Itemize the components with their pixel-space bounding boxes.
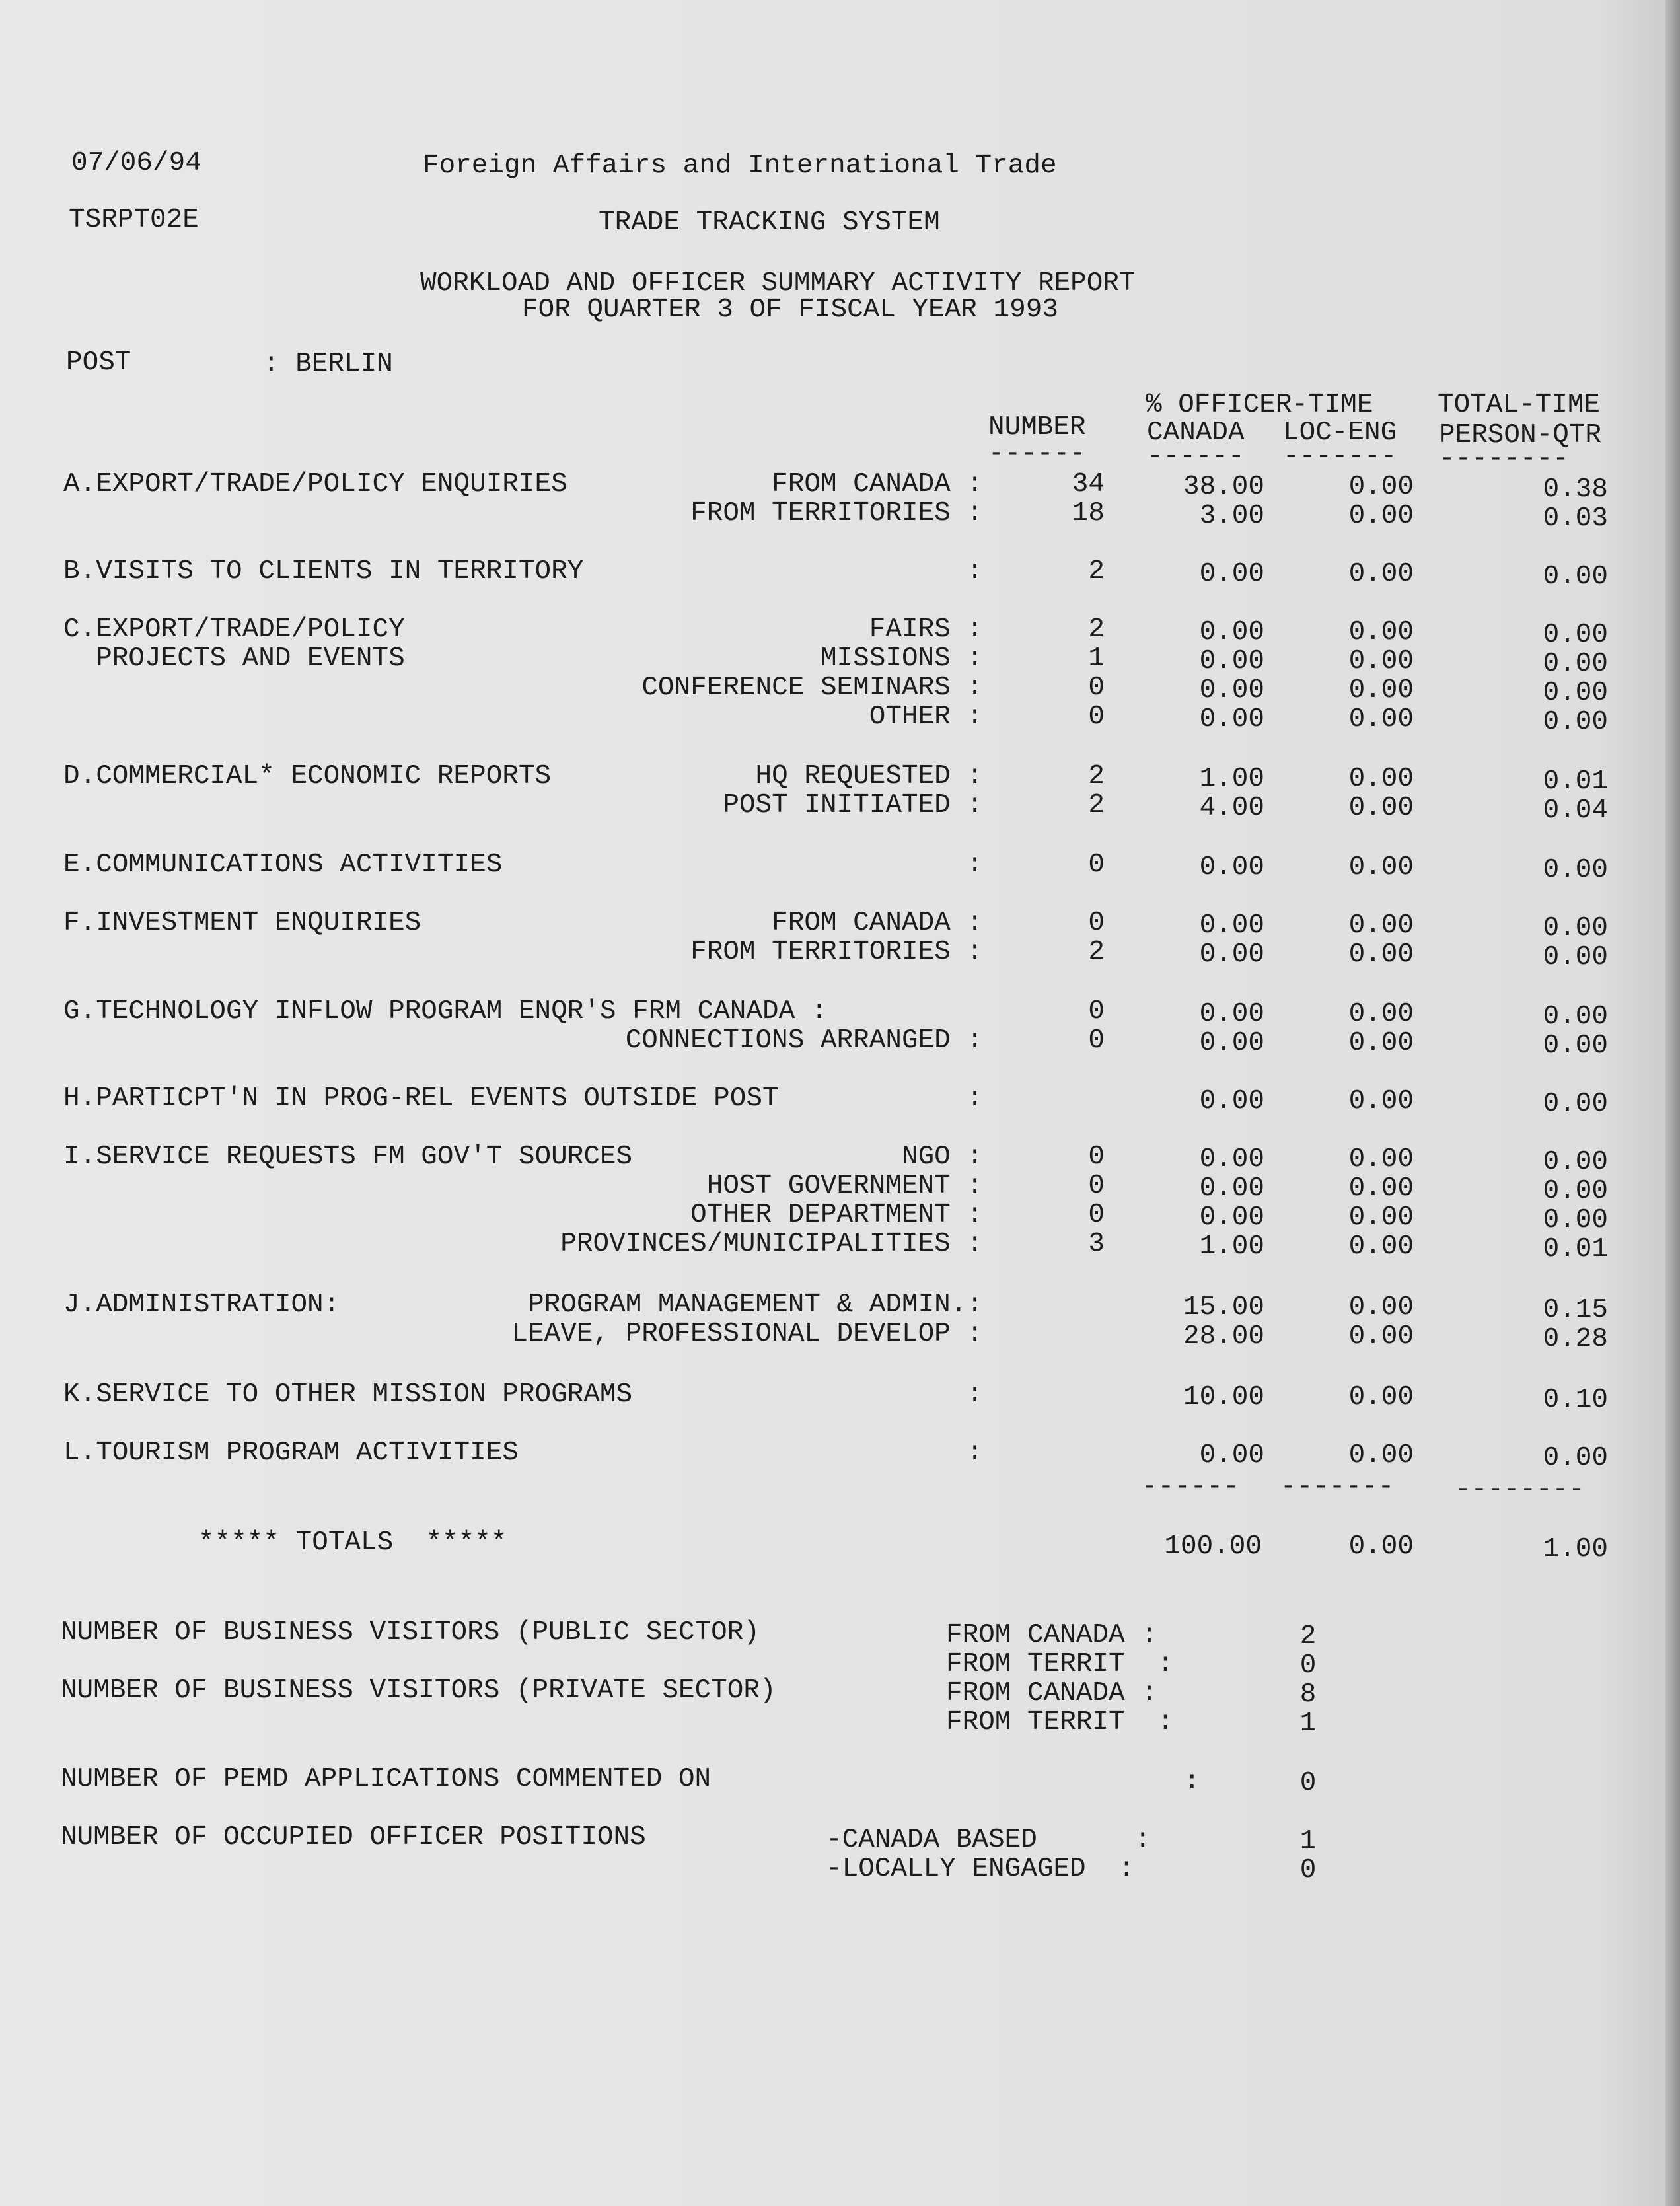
row-number: 0 (1088, 850, 1105, 880)
row-number: 34 (1072, 469, 1105, 499)
row-canada: 28.00 (1183, 1321, 1264, 1352)
row-loc-eng: 0.00 (1348, 1173, 1414, 1204)
visitors-private-from-canada: FROM CANADA : (946, 1678, 1157, 1709)
row-canada: 1.00 (1199, 1232, 1264, 1262)
row-person-qtr: 0.01 (1543, 766, 1608, 797)
col-header-canada: CANADA (1147, 418, 1245, 448)
report-date: 07/06/94 (71, 148, 201, 178)
totals-loc-eng: 0.00 (1348, 1531, 1414, 1562)
underline-number: ------ (988, 439, 1086, 469)
row-sub-label: : (967, 1438, 983, 1468)
department-name: Foreign Affairs and International Trade (423, 151, 1057, 181)
visitors-public-from-canada: FROM CANADA : (946, 1620, 1157, 1650)
row-sub-label: FROM CANADA : (772, 469, 983, 499)
row-person-qtr: 0.00 (1543, 678, 1608, 708)
underline-person-qtr: -------- (1439, 444, 1569, 474)
row-canada: 4.00 (1199, 793, 1264, 823)
row-sub-label: FROM TERRITORIES : (690, 498, 983, 529)
row-person-qtr: 0.00 (1543, 707, 1608, 737)
row-person-qtr: 0.00 (1543, 1205, 1608, 1235)
row-section-label: G.TECHNOLOGY INFLOW PROGRAM ENQR'S FRM CANADA : (63, 996, 828, 1027)
post-value: : BERLIN (263, 349, 393, 379)
col-header-officer-time: % OFFICER-TIME (1146, 390, 1373, 420)
row-section-label: E.COMMUNICATIONS ACTIVITIES (63, 850, 503, 880)
row-loc-eng: 0.00 (1348, 646, 1414, 677)
row-person-qtr: 0.00 (1543, 942, 1608, 973)
row-loc-eng: 0.00 (1348, 852, 1414, 883)
row-number: 0 (1088, 1171, 1105, 1201)
visitors-private-label: NUMBER OF BUSINESS VISITORS (PRIVATE SECTOR) (61, 1675, 776, 1706)
row-number: 0 (1088, 908, 1105, 938)
visitors-private-from-territ: FROM TERRIT : (946, 1707, 1174, 1738)
row-canada: 1.00 (1199, 764, 1264, 794)
totals-underline-loc-eng: ------- (1280, 1472, 1395, 1502)
row-section-label: F.INVESTMENT ENQUIRIES (63, 908, 421, 938)
row-canada: 0.00 (1199, 1028, 1264, 1058)
row-number: 3 (1088, 1229, 1105, 1259)
system-name: TRADE TRACKING SYSTEM (599, 207, 940, 238)
pemd-value: 0 (1299, 1768, 1317, 1798)
row-person-qtr: 0.00 (1543, 620, 1608, 650)
visitors-public-canada-value: 2 (1299, 1621, 1317, 1652)
row-number: 1 (1088, 643, 1105, 674)
report-title-line2: FOR QUARTER 3 OF FISCAL YEAR 1993 (522, 295, 1058, 325)
row-loc-eng: 0.00 (1348, 793, 1414, 823)
row-canada: 0.00 (1199, 1173, 1264, 1204)
row-number: 2 (1088, 556, 1105, 587)
row-number: 0 (1088, 673, 1105, 703)
row-person-qtr: 0.15 (1543, 1295, 1608, 1325)
row-person-qtr: 0.00 (1543, 913, 1608, 943)
positions-locally-engaged: -LOCALLY ENGAGED : (826, 1854, 1135, 1884)
row-loc-eng: 0.00 (1348, 501, 1414, 531)
row-sub-label: LEAVE, PROFESSIONAL DEVELOP : (511, 1319, 983, 1349)
row-loc-eng: 0.00 (1348, 999, 1414, 1029)
row-sub-label: : (967, 1084, 983, 1114)
row-number: 2 (1088, 761, 1105, 791)
row-person-qtr: 0.04 (1543, 795, 1608, 826)
row-loc-eng: 0.00 (1348, 1232, 1414, 1262)
row-person-qtr: 0.03 (1543, 503, 1608, 534)
col-header-number: NUMBER (988, 412, 1086, 443)
row-sub-label: HQ REQUESTED : (755, 761, 983, 791)
visitors-public-label: NUMBER OF BUSINESS VISITORS (PUBLIC SECTOR) (61, 1617, 760, 1648)
row-sub-label: OTHER : (869, 702, 983, 732)
row-loc-eng: 0.00 (1348, 1382, 1414, 1413)
visitors-private-territ-value: 1 (1299, 1709, 1317, 1739)
row-section-label: J.ADMINISTRATION: (63, 1290, 340, 1320)
row-sub-label: NGO : (901, 1142, 983, 1172)
row-number: 2 (1088, 790, 1105, 821)
row-person-qtr: 0.00 (1543, 1176, 1608, 1206)
row-canada: 0.00 (1199, 1202, 1264, 1233)
positions-canada-based: -CANADA BASED : (826, 1825, 1151, 1855)
row-sub-label: FROM TERRITORIES : (690, 937, 983, 967)
totals-underline-canada: ------ (1142, 1472, 1239, 1502)
underline-loc-eng: ------- (1283, 441, 1397, 472)
row-section-label: A.EXPORT/TRADE/POLICY ENQUIRIES (63, 469, 567, 499)
row-number: 0 (1088, 1142, 1105, 1172)
col-header-total-time: TOTAL-TIME (1438, 390, 1601, 420)
row-sub-label: CONNECTIONS ARRANGED : (625, 1025, 983, 1056)
row-loc-eng: 0.00 (1348, 1086, 1414, 1117)
row-person-qtr: 0.00 (1543, 1002, 1608, 1032)
pemd-label: NUMBER OF PEMD APPLICATIONS COMMENTED ON (61, 1764, 712, 1794)
row-section-label: C.EXPORT/TRADE/POLICY (63, 614, 405, 645)
row-person-qtr: 0.00 (1543, 1443, 1608, 1473)
underline-canada: ------ (1147, 441, 1245, 472)
row-person-qtr: 0.00 (1543, 855, 1608, 885)
row-sub-label: PROGRAM MANAGEMENT & ADMIN.: (528, 1290, 983, 1320)
row-sub-label: FAIRS : (869, 614, 983, 645)
row-canada: 0.00 (1199, 852, 1264, 883)
row-canada: 0.00 (1199, 646, 1264, 677)
row-person-qtr: 0.00 (1543, 649, 1608, 679)
row-loc-eng: 0.00 (1348, 704, 1414, 735)
row-person-qtr: 0.00 (1543, 562, 1608, 592)
totals-label: ***** TOTALS ***** (198, 1527, 507, 1558)
row-section-label: PROJECTS AND EVENTS (63, 643, 405, 674)
report-title-line1: WORKLOAD AND OFFICER SUMMARY ACTIVITY REPORT (420, 268, 1136, 299)
row-person-qtr: 0.00 (1543, 1089, 1608, 1119)
row-canada: 0.00 (1199, 675, 1264, 706)
row-section-label: L.TOURISM PROGRAM ACTIVITIES (63, 1438, 519, 1468)
row-loc-eng: 0.00 (1348, 675, 1414, 706)
row-sub-label: POST INITIATED : (723, 790, 983, 821)
row-canada: 0.00 (1199, 939, 1264, 970)
row-number: 2 (1088, 937, 1105, 967)
row-canada: 0.00 (1199, 999, 1264, 1029)
row-number: 0 (1088, 1025, 1105, 1056)
row-sub-label: CONFERENCE SEMINARS : (641, 673, 983, 703)
page-edge-shadow (1665, 0, 1680, 2206)
row-person-qtr: 0.38 (1543, 474, 1608, 505)
row-canada: 0.00 (1199, 1144, 1264, 1175)
row-canada: 0.00 (1199, 559, 1264, 589)
row-loc-eng: 0.00 (1348, 1144, 1414, 1175)
row-sub-label: : (967, 1379, 983, 1410)
row-number: 2 (1088, 614, 1105, 645)
row-person-qtr: 0.10 (1543, 1385, 1608, 1415)
report-id: TSRPT02E (69, 205, 199, 235)
row-person-qtr: 0.01 (1543, 1234, 1608, 1265)
row-loc-eng: 0.00 (1348, 472, 1414, 502)
row-loc-eng: 0.00 (1348, 1028, 1414, 1058)
row-canada: 0.00 (1199, 1440, 1264, 1471)
row-section-label: D.COMMERCIAL* ECONOMIC REPORTS (63, 761, 552, 791)
row-canada: 38.00 (1183, 472, 1264, 502)
positions-locally-engaged-value: 0 (1299, 1855, 1317, 1886)
row-sub-label: : (967, 850, 983, 880)
positions-canada-based-value: 1 (1299, 1826, 1317, 1857)
row-section-label: H.PARTICPT'N IN PROG-REL EVENTS OUTSIDE POST (63, 1084, 779, 1114)
row-person-qtr: 0.00 (1543, 1147, 1608, 1177)
row-sub-label: PROVINCES/MUNICIPALITIES : (560, 1229, 983, 1259)
row-loc-eng: 0.00 (1348, 1440, 1414, 1471)
row-number: 0 (1088, 996, 1105, 1027)
visitors-private-canada-value: 8 (1299, 1679, 1317, 1710)
row-sub-label: : (967, 556, 983, 587)
row-section-label: B.VISITS TO CLIENTS IN TERRITORY (63, 556, 584, 587)
row-section-label: K.SERVICE TO OTHER MISSION PROGRAMS (63, 1379, 633, 1410)
col-header-person-qtr: PERSON-QTR (1439, 420, 1602, 451)
row-sub-label: MISSIONS : (820, 643, 983, 674)
row-loc-eng: 0.00 (1348, 1202, 1414, 1233)
row-canada: 0.00 (1199, 617, 1264, 647)
visitors-public-from-territ: FROM TERRIT : (946, 1649, 1174, 1679)
row-canada: 0.00 (1199, 1086, 1264, 1117)
row-canada: 10.00 (1183, 1382, 1264, 1413)
row-loc-eng: 0.00 (1348, 617, 1414, 647)
row-loc-eng: 0.00 (1348, 764, 1414, 794)
visitors-public-territ-value: 0 (1299, 1650, 1317, 1681)
row-loc-eng: 0.00 (1348, 1321, 1414, 1352)
row-canada: 15.00 (1183, 1292, 1264, 1323)
totals-person-qtr: 1.00 (1543, 1534, 1608, 1564)
totals-canada: 100.00 (1164, 1531, 1262, 1562)
row-number: 0 (1088, 702, 1105, 732)
row-sub-label: FROM CANADA : (772, 908, 983, 938)
row-sub-label: OTHER DEPARTMENT : (690, 1200, 983, 1230)
row-loc-eng: 0.00 (1348, 939, 1414, 970)
pemd-colon: : (1184, 1767, 1200, 1797)
col-header-loc-eng: LOC-ENG (1283, 418, 1397, 448)
row-person-qtr: 0.28 (1543, 1324, 1608, 1354)
row-canada: 0.00 (1199, 910, 1264, 941)
row-number: 18 (1072, 498, 1105, 529)
row-loc-eng: 0.00 (1348, 559, 1414, 589)
positions-label: NUMBER OF OCCUPIED OFFICER POSITIONS (61, 1822, 646, 1853)
row-person-qtr: 0.00 (1543, 1031, 1608, 1061)
post-label: POST (66, 348, 131, 378)
row-sub-label: HOST GOVERNMENT : (706, 1171, 983, 1201)
row-canada: 0.00 (1199, 704, 1264, 735)
row-loc-eng: 0.00 (1348, 1292, 1414, 1323)
row-canada: 3.00 (1199, 501, 1264, 531)
row-number: 0 (1088, 1200, 1105, 1230)
row-section-label: I.SERVICE REQUESTS FM GOV'T SOURCES (63, 1142, 633, 1172)
row-loc-eng: 0.00 (1348, 910, 1414, 941)
totals-underline-person-qtr: -------- (1455, 1475, 1585, 1505)
